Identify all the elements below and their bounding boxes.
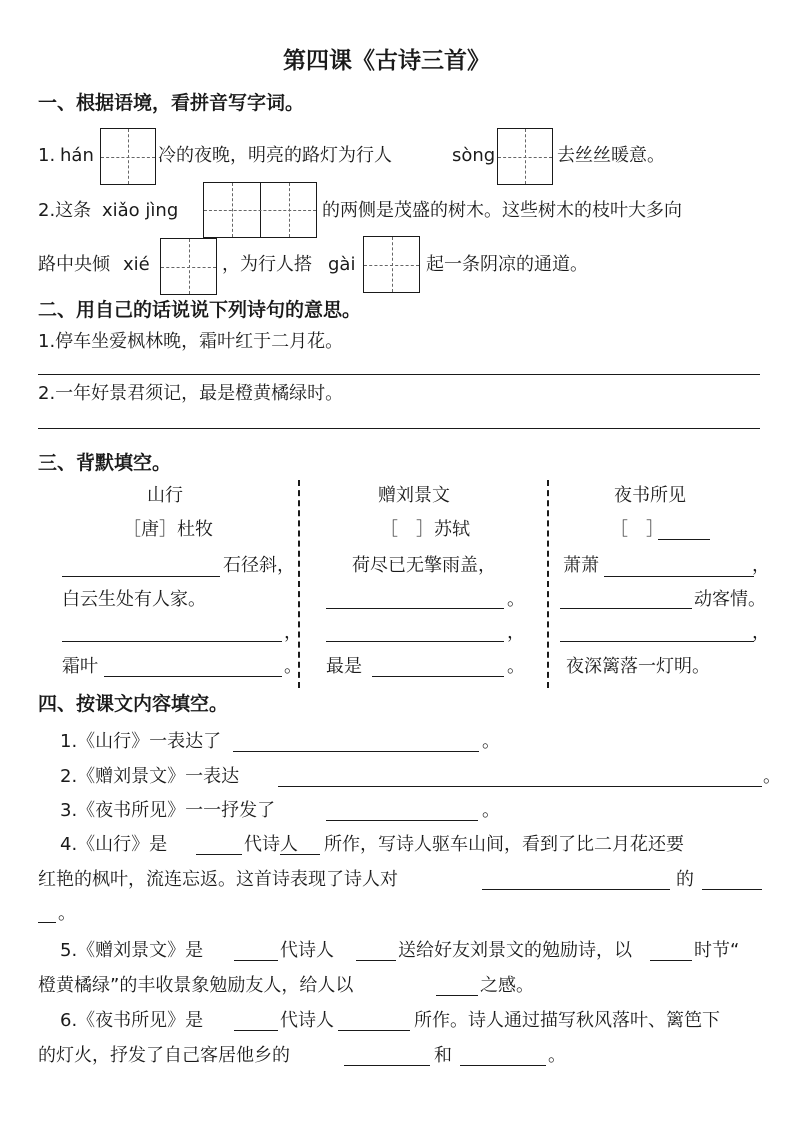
sec2-question-2: 2.一年好景君须记，最是橙黄橘绿时。	[38, 383, 344, 404]
sec4-q5-f: 之感。	[480, 975, 534, 996]
q1-pinyin-han: hán	[60, 145, 94, 166]
blank-sec4-q4-dynasty[interactable]	[196, 854, 242, 855]
poem2-line2-end: 。	[507, 589, 525, 610]
blank-poem2-line2[interactable]	[326, 608, 504, 609]
poem1-line4-end: 。	[284, 656, 302, 677]
poem3-line3-end: ，	[752, 622, 770, 643]
blank-poem2-line3[interactable]	[326, 641, 504, 642]
section-1-heading: 一、根据语境，看拼音写字词。	[38, 92, 305, 114]
sec4-q1-end: 。	[482, 731, 500, 752]
sec4-q5-c: 送给好友刘景文的勉励诗，以	[398, 940, 632, 961]
poem1-line2: 白云生处有人家。	[62, 589, 206, 610]
sec4-q6-f: 。	[548, 1045, 566, 1066]
answer-line-sec2-q2[interactable]	[38, 428, 760, 429]
q1-number: 1.	[38, 145, 56, 166]
section-2-heading: 二、用自己的话说说下列诗句的意思。	[38, 299, 362, 321]
sec4-q6-e: 和	[434, 1045, 452, 1066]
blank-sec4-q4-feeling[interactable]	[702, 889, 762, 890]
blank-poem3-line1[interactable]	[604, 576, 754, 577]
blank-sec4-q4-object[interactable]	[482, 889, 670, 890]
q2-pinyin-gai: gài	[328, 254, 356, 275]
answer-grid-song[interactable]	[497, 128, 553, 185]
poem3-line1-end: ，	[752, 555, 770, 576]
blank-sec4-q6-feeling-1[interactable]	[344, 1065, 430, 1066]
page-title: 第四课《古诗三首》	[283, 48, 490, 74]
sec4-q4-d: 红艳的枫叶，流连忘返。这首诗表现了诗人对	[38, 869, 398, 890]
sec4-q5-b: 代诗人	[280, 940, 334, 961]
sec4-q5-a: 5.《赠刘景文》是	[60, 940, 204, 961]
poem1-line3-end: ，	[284, 622, 302, 643]
sec2-question-1: 1.停车坐爱枫林晚，霜叶红于二月花。	[38, 331, 344, 352]
blank-sec4-q6-poet[interactable]	[338, 1030, 410, 1031]
sec4-q4-b: 代诗人	[244, 834, 298, 855]
sec4-q3-end: 。	[482, 800, 500, 821]
q2-text-4: ，为行人搭	[222, 254, 312, 275]
sec4-q6-d: 的灯火，抒发了自己客居他乡的	[38, 1045, 290, 1066]
blank-poem2-line4[interactable]	[372, 676, 504, 677]
blank-sec4-q1[interactable]	[233, 751, 479, 752]
poem3-line1-start: 萧萧	[563, 555, 599, 576]
sec4-q2-end: 。	[763, 766, 781, 787]
q1-pinyin-song: sòng	[452, 145, 496, 166]
answer-grid-han[interactable]	[100, 128, 156, 185]
poem2-line1: 荷尽已无擎雨盖，	[352, 555, 496, 576]
section-3-heading: 三、背默填空。	[38, 452, 172, 474]
blank-sec4-q4-feeling-cont[interactable]	[38, 922, 56, 923]
poem3-line2-end: 动客情。	[694, 589, 766, 610]
blank-poem1-line4[interactable]	[104, 676, 282, 677]
answer-line-sec2-q1[interactable]	[38, 374, 760, 375]
poem1-title: 山行	[147, 485, 183, 506]
poem1-author: ［唐］杜牧	[123, 519, 213, 540]
poem2-title: 赠刘景文	[378, 485, 450, 506]
blank-poem3-author[interactable]	[658, 539, 710, 540]
blank-sec4-q5-season[interactable]	[650, 960, 692, 961]
sec4-q5-d: 时节“	[694, 940, 740, 961]
blank-poem3-line3[interactable]	[560, 641, 754, 642]
sec4-q3-start: 3.《夜书所见》一一抒发了	[60, 800, 276, 821]
answer-grid-xie[interactable]	[160, 238, 217, 295]
q2-text-2: 的两侧是茂盛的树木。这些树木的枝叶大多向	[322, 200, 682, 221]
poem2-line4-end: 。	[507, 656, 525, 677]
sec4-q6-c: 所作。诗人通过描写秋风落叶、篱笆下	[414, 1010, 720, 1031]
sec4-q6-b: 代诗人	[280, 1010, 334, 1031]
sec4-q2-start: 2.《赠刘景文》一表达	[60, 766, 240, 787]
q1-text-1: 冷的夜晚，明亮的路灯为行人	[158, 145, 392, 166]
poem3-line4: 夜深篱落一灯明。	[566, 656, 710, 677]
poem1-line4-start: 霜叶	[62, 656, 98, 677]
blank-sec4-q5-feeling[interactable]	[436, 995, 478, 996]
blank-sec4-q4-poet[interactable]	[280, 854, 320, 855]
sec4-q6-a: 6.《夜书所见》是	[60, 1010, 204, 1031]
column-divider-2	[547, 480, 549, 688]
blank-poem3-line2[interactable]	[560, 608, 692, 609]
sec4-q4-f: 。	[58, 903, 76, 924]
sec4-q4-e: 的	[676, 869, 694, 890]
blank-sec4-q5-poet[interactable]	[356, 960, 396, 961]
poem1-line1-end: 石径斜，	[223, 555, 295, 576]
poem2-line3-end: ，	[507, 622, 525, 643]
q1-text-2: 去丝丝暖意。	[557, 145, 665, 166]
blank-sec4-q3[interactable]	[326, 820, 478, 821]
blank-poem1-line1[interactable]	[62, 576, 220, 577]
q2-pinyin-xiaojing: xiǎo jìng	[102, 200, 179, 221]
blank-sec4-q6-dynasty[interactable]	[234, 1030, 278, 1031]
poem3-title: 夜书所见	[614, 485, 686, 506]
poem2-author: ［ ］苏轼	[380, 519, 470, 540]
q2-text-1: 2.这条	[38, 200, 92, 221]
sec4-q4-a: 4.《山行》是	[60, 834, 168, 855]
answer-grid-gai[interactable]	[363, 236, 420, 293]
blank-sec4-q5-dynasty[interactable]	[234, 960, 278, 961]
poem3-author-bracket: ［ ］	[610, 519, 664, 540]
q2-text-5: 起一条阴凉的通道。	[426, 254, 588, 275]
sec4-q1-start: 1.《山行》一表达了	[60, 731, 222, 752]
q2-text-3: 路中央倾	[38, 254, 110, 275]
blank-sec4-q6-feeling-2[interactable]	[460, 1065, 546, 1066]
answer-grid-xiaojing[interactable]	[203, 182, 317, 238]
sec4-q4-c: 所作，写诗人驱车山间，看到了比二月花还要	[324, 834, 684, 855]
sec4-q5-e: 橙黄橘绿”的丰收景象勉励友人，给人以	[38, 975, 354, 996]
blank-sec4-q2[interactable]	[278, 786, 762, 787]
poem2-line4-start: 最是	[326, 656, 362, 677]
section-4-heading: 四、按课文内容填空。	[38, 693, 229, 715]
blank-poem1-line3[interactable]	[62, 641, 282, 642]
q2-pinyin-xie: xié	[123, 254, 150, 275]
